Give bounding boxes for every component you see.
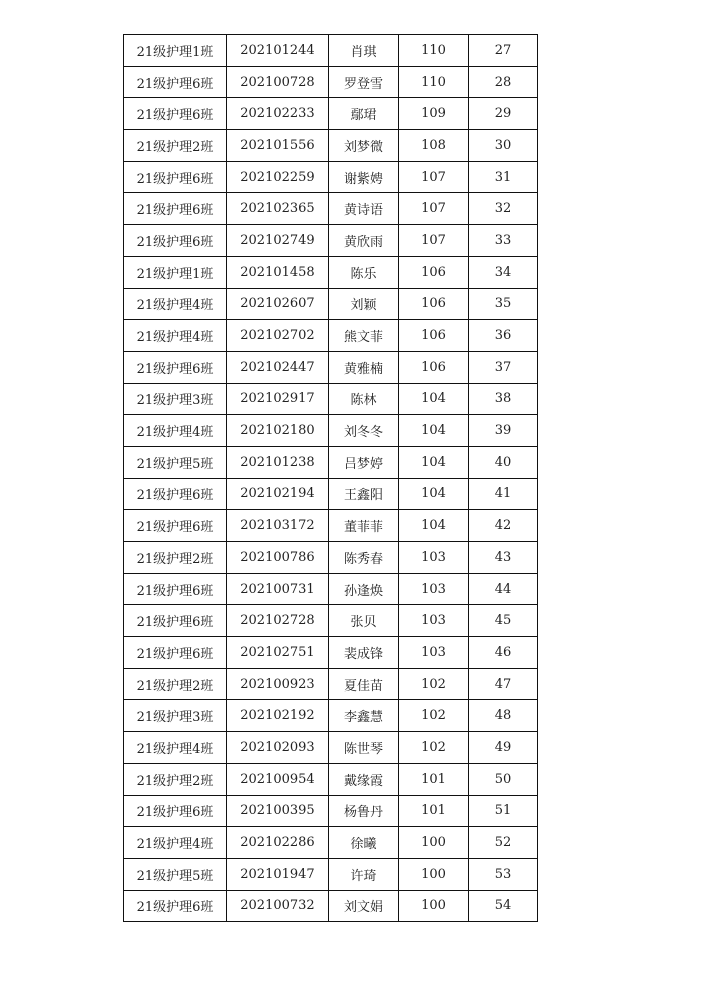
- table-row: [124, 35, 538, 67]
- class-cell: 21级护理6班: [124, 351, 227, 383]
- score-cell: 106: [399, 351, 469, 383]
- class-cell: 21级护理4班: [124, 415, 227, 447]
- table-row: [124, 225, 538, 257]
- table-row: [124, 827, 538, 859]
- student-id-cell: 202102259: [227, 161, 329, 193]
- score-cell: 101: [399, 795, 469, 827]
- table-row: [124, 542, 538, 574]
- student-id-cell: 202102447: [227, 351, 329, 383]
- table-row: [124, 700, 538, 732]
- rank-cell: 40: [469, 446, 538, 478]
- score-cell: 106: [399, 288, 469, 320]
- name-cell: 鄢珺: [329, 98, 399, 130]
- rank-cell: 38: [469, 383, 538, 415]
- student-id-cell: 202102749: [227, 225, 329, 257]
- rank-cell: 50: [469, 763, 538, 795]
- table-row: [124, 446, 538, 478]
- name-cell: 杨鲁丹: [329, 795, 399, 827]
- score-cell: 100: [399, 890, 469, 922]
- student-id-cell: 202102192: [227, 700, 329, 732]
- rank-cell: 39: [469, 415, 538, 447]
- rank-cell: 49: [469, 732, 538, 764]
- student-id-cell: 202103172: [227, 510, 329, 542]
- score-cell: 110: [399, 35, 469, 67]
- table-row: [124, 193, 538, 225]
- rank-cell: 44: [469, 573, 538, 605]
- class-cell: 21级护理6班: [124, 98, 227, 130]
- table-row: [124, 637, 538, 669]
- rank-cell: 29: [469, 98, 538, 130]
- rank-cell: 46: [469, 637, 538, 669]
- score-cell: 107: [399, 193, 469, 225]
- name-cell: 裴成锋: [329, 637, 399, 669]
- score-cell: 103: [399, 542, 469, 574]
- table-row: [124, 320, 538, 352]
- score-cell: 102: [399, 732, 469, 764]
- table-row: [124, 732, 538, 764]
- table-row: [124, 415, 538, 447]
- table-row: [124, 161, 538, 193]
- name-cell: 徐曦: [329, 827, 399, 859]
- rank-cell: 43: [469, 542, 538, 574]
- table-row: [124, 668, 538, 700]
- student-id-cell: 202102728: [227, 605, 329, 637]
- student-id-cell: 202100731: [227, 573, 329, 605]
- name-cell: 王鑫阳: [329, 478, 399, 510]
- name-cell: 孙逢焕: [329, 573, 399, 605]
- class-cell: 21级护理1班: [124, 35, 227, 67]
- rank-cell: 34: [469, 256, 538, 288]
- rank-cell: 28: [469, 66, 538, 98]
- student-id-cell: 202102702: [227, 320, 329, 352]
- name-cell: 陈林: [329, 383, 399, 415]
- student-id-cell: 202102286: [227, 827, 329, 859]
- name-cell: 肖琪: [329, 35, 399, 67]
- name-cell: 黄诗语: [329, 193, 399, 225]
- class-cell: 21级护理2班: [124, 130, 227, 162]
- name-cell: 张贝: [329, 605, 399, 637]
- score-cell: 104: [399, 510, 469, 542]
- rank-cell: 48: [469, 700, 538, 732]
- class-cell: 21级护理2班: [124, 542, 227, 574]
- student-id-cell: 202100395: [227, 795, 329, 827]
- table-row: [124, 478, 538, 510]
- rank-cell: 31: [469, 161, 538, 193]
- score-cell: 104: [399, 446, 469, 478]
- name-cell: 李鑫慧: [329, 700, 399, 732]
- student-id-cell: 202102365: [227, 193, 329, 225]
- student-id-cell: 202101244: [227, 35, 329, 67]
- name-cell: 刘文娟: [329, 890, 399, 922]
- rank-cell: 51: [469, 795, 538, 827]
- name-cell: 陈秀春: [329, 542, 399, 574]
- name-cell: 刘冬冬: [329, 415, 399, 447]
- score-cell: 102: [399, 668, 469, 700]
- rank-cell: 30: [469, 130, 538, 162]
- rank-cell: 42: [469, 510, 538, 542]
- student-id-cell: 202100954: [227, 763, 329, 795]
- score-cell: 107: [399, 225, 469, 257]
- class-cell: 21级护理6班: [124, 605, 227, 637]
- class-cell: 21级护理6班: [124, 573, 227, 605]
- rank-cell: 32: [469, 193, 538, 225]
- table-row: [124, 383, 538, 415]
- name-cell: 黄欣雨: [329, 225, 399, 257]
- rank-cell: 36: [469, 320, 538, 352]
- class-cell: 21级护理6班: [124, 890, 227, 922]
- student-id-cell: 202102233: [227, 98, 329, 130]
- name-cell: 董菲菲: [329, 510, 399, 542]
- class-cell: 21级护理6班: [124, 637, 227, 669]
- class-cell: 21级护理1班: [124, 256, 227, 288]
- score-cell: 109: [399, 98, 469, 130]
- class-cell: 21级护理2班: [124, 763, 227, 795]
- table-row: [124, 510, 538, 542]
- name-cell: 吕梦婷: [329, 446, 399, 478]
- ranking-table: [123, 34, 538, 922]
- student-id-cell: 202101458: [227, 256, 329, 288]
- student-id-cell: 202100732: [227, 890, 329, 922]
- table-row: [124, 351, 538, 383]
- student-id-cell: 202102093: [227, 732, 329, 764]
- class-cell: 21级护理2班: [124, 668, 227, 700]
- name-cell: 刘颖: [329, 288, 399, 320]
- score-cell: 103: [399, 605, 469, 637]
- rank-cell: 52: [469, 827, 538, 859]
- class-cell: 21级护理5班: [124, 446, 227, 478]
- class-cell: 21级护理6班: [124, 510, 227, 542]
- rank-cell: 54: [469, 890, 538, 922]
- student-id-cell: 202100786: [227, 542, 329, 574]
- score-cell: 102: [399, 700, 469, 732]
- class-cell: 21级护理4班: [124, 288, 227, 320]
- table-row: [124, 66, 538, 98]
- student-id-cell: 202102180: [227, 415, 329, 447]
- table-row: [124, 858, 538, 890]
- rank-cell: 53: [469, 858, 538, 890]
- score-cell: 103: [399, 573, 469, 605]
- name-cell: 黄雅楠: [329, 351, 399, 383]
- table-row: [124, 795, 538, 827]
- class-cell: 21级护理6班: [124, 66, 227, 98]
- class-cell: 21级护理5班: [124, 858, 227, 890]
- rank-cell: 41: [469, 478, 538, 510]
- score-cell: 104: [399, 383, 469, 415]
- student-id-cell: 202100923: [227, 668, 329, 700]
- student-id-cell: 202102607: [227, 288, 329, 320]
- name-cell: 夏佳苗: [329, 668, 399, 700]
- class-cell: 21级护理3班: [124, 383, 227, 415]
- student-id-cell: 202102194: [227, 478, 329, 510]
- name-cell: 谢紫娉: [329, 161, 399, 193]
- table-row: [124, 763, 538, 795]
- name-cell: 罗登雪: [329, 66, 399, 98]
- table-row: [124, 98, 538, 130]
- score-cell: 100: [399, 858, 469, 890]
- class-cell: 21级护理6班: [124, 225, 227, 257]
- score-cell: 101: [399, 763, 469, 795]
- score-cell: 104: [399, 415, 469, 447]
- class-cell: 21级护理6班: [124, 193, 227, 225]
- rank-cell: 27: [469, 35, 538, 67]
- score-cell: 106: [399, 256, 469, 288]
- class-cell: 21级护理6班: [124, 478, 227, 510]
- rank-cell: 35: [469, 288, 538, 320]
- class-cell: 21级护理4班: [124, 320, 227, 352]
- table-row: [124, 288, 538, 320]
- class-cell: 21级护理3班: [124, 700, 227, 732]
- table-row: [124, 256, 538, 288]
- student-id-cell: 202101947: [227, 858, 329, 890]
- rank-cell: 33: [469, 225, 538, 257]
- rank-cell: 47: [469, 668, 538, 700]
- name-cell: 许琦: [329, 858, 399, 890]
- score-cell: 100: [399, 827, 469, 859]
- name-cell: 熊文菲: [329, 320, 399, 352]
- table-row: [124, 573, 538, 605]
- student-id-cell: 202102917: [227, 383, 329, 415]
- class-cell: 21级护理4班: [124, 732, 227, 764]
- score-cell: 106: [399, 320, 469, 352]
- table-row: [124, 605, 538, 637]
- score-cell: 104: [399, 478, 469, 510]
- table-row: [124, 130, 538, 162]
- class-cell: 21级护理6班: [124, 795, 227, 827]
- score-cell: 103: [399, 637, 469, 669]
- name-cell: 戴缘霞: [329, 763, 399, 795]
- rank-cell: 37: [469, 351, 538, 383]
- student-id-cell: 202101556: [227, 130, 329, 162]
- score-cell: 110: [399, 66, 469, 98]
- student-id-cell: 202101238: [227, 446, 329, 478]
- class-cell: 21级护理6班: [124, 161, 227, 193]
- student-id-cell: 202100728: [227, 66, 329, 98]
- name-cell: 陈世琴: [329, 732, 399, 764]
- name-cell: 陈乐: [329, 256, 399, 288]
- name-cell: 刘梦微: [329, 130, 399, 162]
- class-cell: 21级护理4班: [124, 827, 227, 859]
- rank-cell: 45: [469, 605, 538, 637]
- student-id-cell: 202102751: [227, 637, 329, 669]
- table-row: [124, 890, 538, 922]
- score-cell: 108: [399, 130, 469, 162]
- table-body: [124, 35, 538, 922]
- score-cell: 107: [399, 161, 469, 193]
